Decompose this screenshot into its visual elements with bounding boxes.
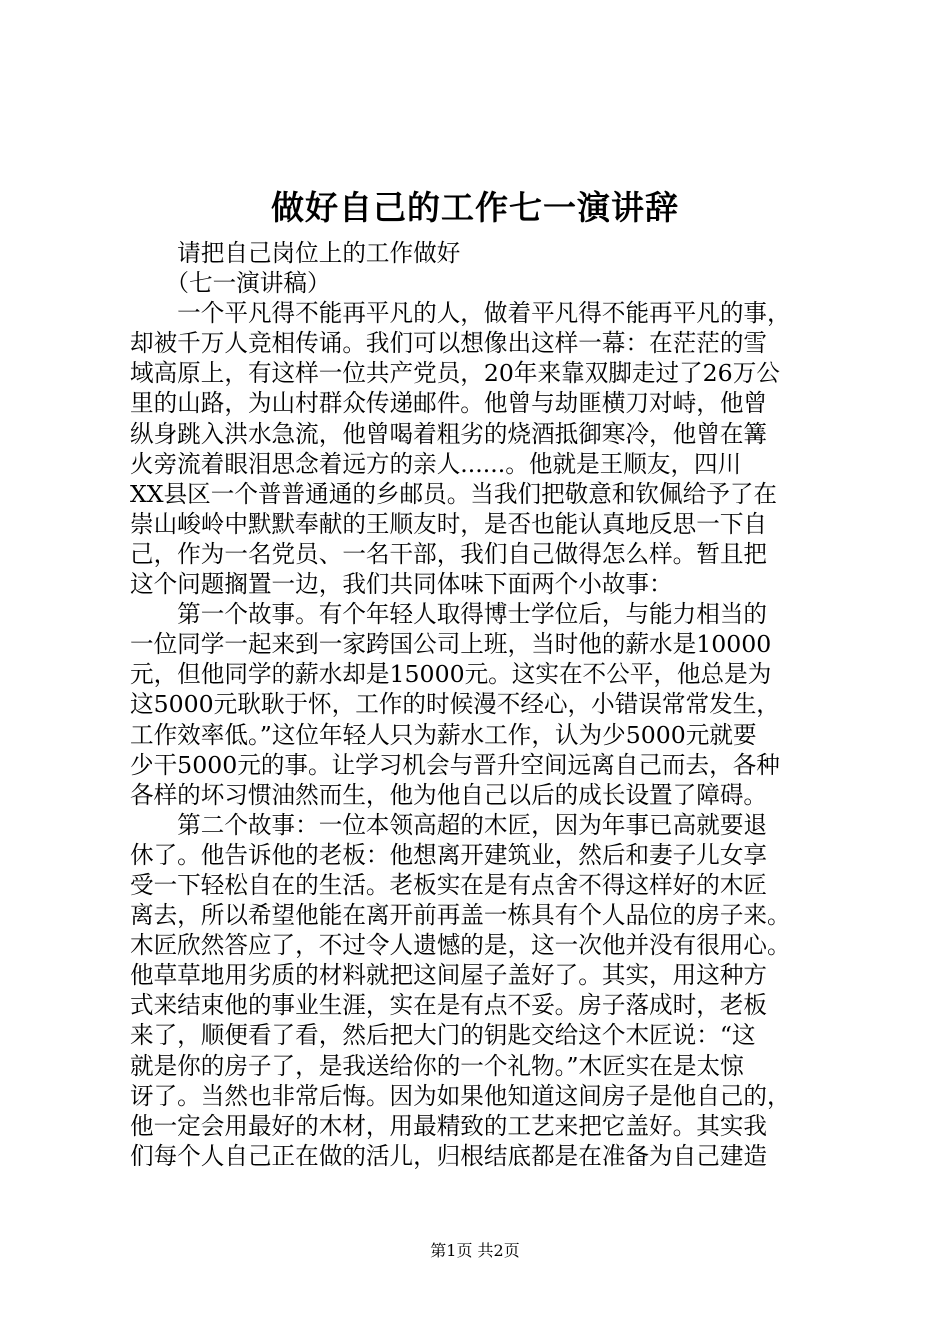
page-footer: 第1页 共2页: [430, 1241, 520, 1260]
text-line: 这5000元耿耿于怀，工作的时候漫不经心，小错误常常发生，: [130, 690, 780, 719]
text-line: 他草草地用劣质的材料就把这间屋子盖好了。其实，用这种方: [130, 961, 768, 990]
text-line: 他一定会用最好的木材，用最精致的工艺来把它盖好。其实我: [130, 1111, 768, 1140]
text-line: 元，但他同学的薪水却是15000元。这实在不公平，他总是为: [130, 660, 772, 689]
text-line: 讶了。当然也非常后悔。因为如果他知道这间房子是他自己的，: [130, 1081, 791, 1110]
text-line: XX县区一个普普通通的乡邮员。当我们把敬意和钦佩给予了在: [130, 479, 778, 508]
text-line: 休了。他告诉他的老板：他想离开建筑业，然后和妻子儿女享: [130, 840, 768, 869]
document-title: 做好自己的工作七一演讲辞: [271, 188, 679, 227]
text-line: 们每个人自己正在做的活儿，归根结底都是在准备为自己建造: [130, 1141, 768, 1170]
text-line: 工作效率低。”这位年轻人只为薪水工作，认为少5000元就要: [130, 720, 757, 749]
text-line: 一位同学一起来到一家跨国公司上班，当时他的薪水是10000: [130, 630, 772, 659]
text-line: 受一下轻松自在的生活。老板实在是有点舍不得这样好的木匠: [130, 870, 768, 899]
text-line: 木匠欣然答应了，不过令人遗憾的是，这一次他并没有很用心。: [130, 931, 791, 960]
text-line: 第一个故事。有个年轻人取得博士学位后，与能力相当的: [130, 600, 768, 629]
text-line: 式来结束他的事业生涯，实在是有点不妥。房子落成时，老板: [130, 991, 768, 1020]
text-line: 各样的坏习惯油然而生，他为他自己以后的成长设置了障碍。: [130, 780, 768, 809]
text-line: 请把自己岗位上的工作做好: [130, 239, 461, 267]
text-line: （七一演讲稿）: [130, 269, 331, 298]
text-line: 就是你的房子了，是我送给你的一个礼物。”木匠实在是太惊: [130, 1051, 744, 1080]
text-line: 第二个故事：一位本领高超的木匠，因为年事已高就要退: [130, 810, 768, 839]
text-line: 离去，所以希望他能在离开前再盖一栋具有个人品位的房子来。: [130, 901, 791, 930]
text-line: 火旁流着眼泪思念着远方的亲人......。他就是王顺友，四川: [130, 449, 742, 478]
text-line: 来了，顺便看了看，然后把大门的钥匙交给这个木匠说：“这: [130, 1021, 756, 1050]
text-line: 里的山路，为山村群众传递邮件。他曾与劫匪横刀对峙，他曾: [130, 389, 768, 418]
text-line: 一个平凡得不能再平凡的人，做着平凡得不能再平凡的事，: [130, 299, 791, 328]
text-line: 少干5000元的事。让学习机会与晋升空间远离自己而去，各种: [130, 750, 780, 779]
text-line: 崇山峻岭中默默奉献的王顺友时，是否也能认真地反思一下自: [130, 509, 768, 538]
text-line: 纵身跳入洪水急流，他曾喝着粗劣的烧酒抵御寒冷，他曾在篝: [130, 419, 768, 448]
text-line: 域高原上，有这样一位共产党员，20年来靠双脚走过了26万公: [130, 359, 780, 388]
text-line: 己，作为一名党员、一名干部，我们自己做得怎么样。暂且把: [130, 539, 768, 568]
document-body: [130, 238, 830, 1171]
text-line: 却被千万人竞相传诵。我们可以想像出这样一幕：在茫茫的雪: [130, 329, 768, 358]
text-line: 这个问题搁置一边，我们共同体味下面两个小故事：: [130, 570, 673, 599]
